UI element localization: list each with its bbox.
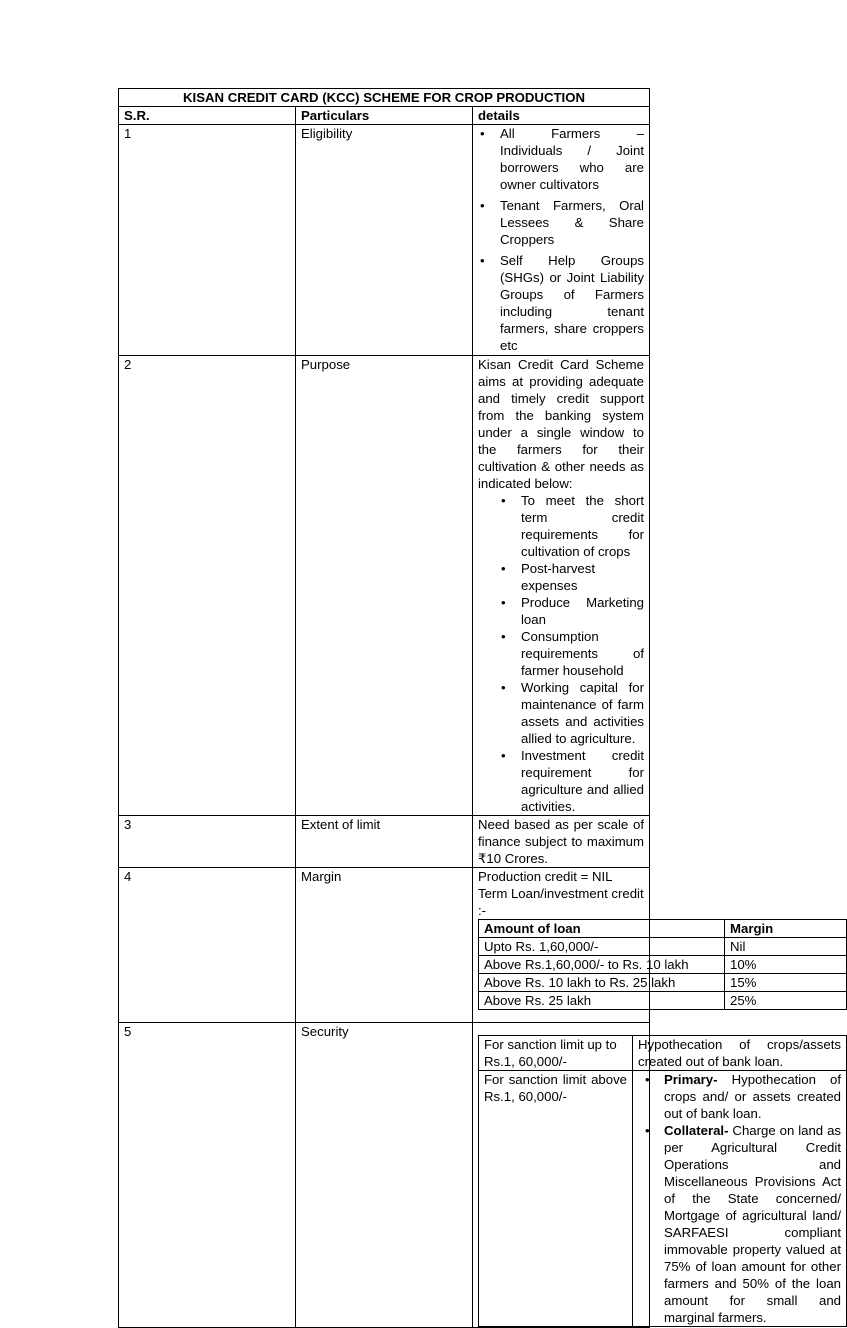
margin-value: Nil bbox=[725, 938, 847, 956]
margin-table bbox=[478, 919, 847, 1010]
margin-value: 10% bbox=[725, 956, 847, 974]
table-row-purpose bbox=[119, 356, 650, 816]
row-sr: 1 bbox=[119, 125, 296, 356]
header-sr: S.R. bbox=[119, 107, 296, 125]
security-limit-high-label: For sanction limit above Rs.1, 60,000/- bbox=[479, 1071, 633, 1327]
security-limit-low-label: For sanction limit up to Rs.1, 60,000/- bbox=[479, 1036, 633, 1071]
table-row-extent-of-limit bbox=[119, 816, 650, 868]
margin-amount: Upto Rs. 1,60,000/- bbox=[479, 938, 725, 956]
kcc-document bbox=[118, 88, 841, 1328]
production-credit-line: Production credit = NIL bbox=[478, 869, 613, 884]
security-table bbox=[478, 1035, 847, 1327]
list-item: • All Farmers – Individuals / Joint borrowers who are owner cultivators bbox=[500, 125, 644, 193]
list-item: • Self Help Groups (SHGs) or Joint Liability Groups of Farmers including tenant farmers, share croppers etc bbox=[500, 252, 644, 354]
collateral-label: Collateral- bbox=[664, 1123, 729, 1138]
table-row bbox=[479, 974, 847, 992]
table-row-eligibility bbox=[119, 125, 650, 356]
security-limit-low-value: Hypothecation of crops/assets created out of bank loan. bbox=[633, 1036, 847, 1071]
row-details bbox=[473, 1023, 841, 1328]
primary-text: Hypothecation of crops and/ or assets created out of bank loan. bbox=[664, 1072, 841, 1121]
row-sr: 4 bbox=[119, 868, 296, 1023]
purpose-intro: Kisan Credit Card Scheme aims at providing adequate and timely credit support from the banking system under a single window to the farmers for their cultivation & other needs as indicated below: bbox=[478, 357, 644, 491]
row-particular: Margin bbox=[296, 868, 473, 1023]
margin-value: 25% bbox=[725, 992, 847, 1010]
row-sr: 2 bbox=[119, 356, 296, 816]
row-sr: 5 bbox=[119, 1023, 296, 1328]
table-row-security bbox=[119, 1023, 650, 1328]
row-particular: Extent of limit bbox=[296, 816, 473, 868]
list-item: • To meet the short term credit requirements for cultivation of crops bbox=[521, 492, 644, 560]
title-row bbox=[119, 89, 650, 107]
list-item: • Post-harvest expenses bbox=[521, 560, 644, 594]
list-item-collateral bbox=[664, 1122, 841, 1326]
row-details bbox=[473, 868, 774, 1023]
margin-value: 15% bbox=[725, 974, 847, 992]
term-loan-line: Term Loan/investment credit :- bbox=[478, 886, 644, 918]
table-row bbox=[479, 992, 847, 1010]
row-particular: Security bbox=[296, 1023, 473, 1328]
row-details: Need based as per scale of finance subject to maximum ₹10 Crores. bbox=[473, 816, 650, 868]
row-particular: Purpose bbox=[296, 356, 473, 816]
table-row bbox=[479, 1036, 847, 1071]
purpose-list bbox=[478, 492, 644, 815]
row-particular: Eligibility bbox=[296, 125, 473, 356]
margin-amount: Above Rs.1,60,000/- to Rs. 10 lakh bbox=[479, 956, 725, 974]
margin-header-margin: Margin bbox=[725, 920, 847, 938]
row-details bbox=[473, 356, 650, 816]
list-item: • Produce Marketing loan bbox=[521, 594, 644, 628]
list-item-primary bbox=[664, 1071, 841, 1122]
list-item: • Consumption requirements of farmer household bbox=[521, 628, 644, 679]
table-title: KISAN CREDIT CARD (KCC) SCHEME FOR CROP PRODUCTION bbox=[119, 89, 650, 107]
table-row bbox=[479, 938, 847, 956]
eligibility-list bbox=[478, 125, 644, 354]
margin-amount: Above Rs. 10 lakh to Rs. 25 lakh bbox=[479, 974, 725, 992]
table-row bbox=[479, 956, 847, 974]
kcc-scheme-table bbox=[118, 88, 841, 1328]
list-item: • Working capital for maintenance of farm assets and activities allied to agriculture. bbox=[521, 679, 644, 747]
table-row-margin bbox=[119, 868, 650, 1023]
security-list bbox=[638, 1071, 841, 1326]
list-item: • Tenant Farmers, Oral Lessees & Share Croppers bbox=[500, 197, 644, 248]
margin-header-amount: Amount of loan bbox=[479, 920, 725, 938]
header-row bbox=[119, 107, 650, 125]
security-limit-high-value bbox=[633, 1071, 847, 1327]
list-item: • Investment credit requirement for agriculture and allied activities. bbox=[521, 747, 644, 815]
margin-header-row bbox=[479, 920, 847, 938]
margin-amount: Above Rs. 25 lakh bbox=[479, 992, 725, 1010]
table-row bbox=[479, 1071, 847, 1327]
header-particulars: Particulars bbox=[296, 107, 473, 125]
row-details bbox=[473, 125, 650, 356]
header-details: details bbox=[473, 107, 650, 125]
row-sr: 3 bbox=[119, 816, 296, 868]
primary-label: Primary- bbox=[664, 1072, 718, 1087]
collateral-text: Charge on land as per Agricultural Credit Operations and Miscellaneous Provisions Act of the State concerned/ Mortgage of agricultural land/ SARFAESI compliant immovable property valued at 75% of loan amount for other farmers and 50% of the loan amount for small and marginal farmers. bbox=[664, 1123, 841, 1325]
